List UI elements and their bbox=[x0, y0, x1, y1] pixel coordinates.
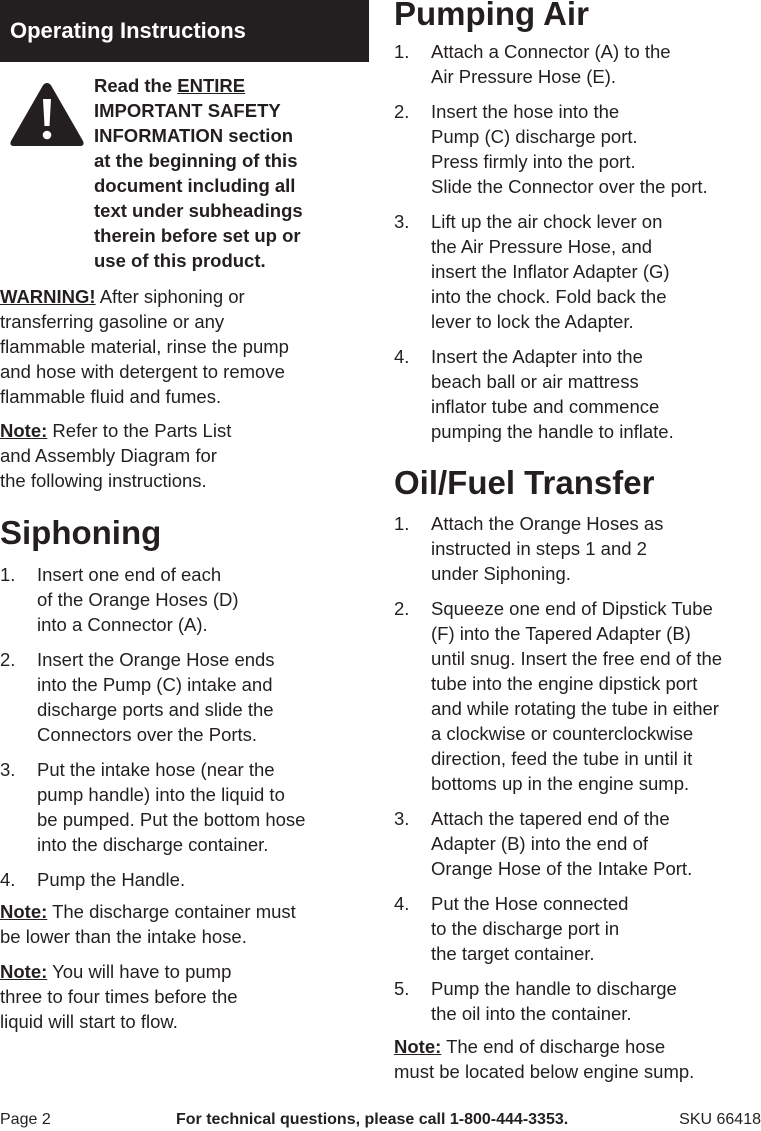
siphoning-heading: Siphoning bbox=[0, 514, 162, 551]
list-item: 4. Insert the Adapter into the beach ball or air mattress inflator tube and commence pumping the handle to inflate. bbox=[394, 346, 674, 442]
list-item: 4. Pump the Handle. bbox=[0, 869, 186, 890]
safety-line: therein before set up or bbox=[94, 225, 301, 246]
warning-paragraph: WARNING! After siphoning or transferring gasoline or any flammable material, rinse the pump and hose with detergent to remove flammable fluid and fumes. bbox=[0, 286, 289, 407]
list-item: 2. Squeeze one end of Dipstick Tube (F) into the Tapered Adapter (B) until snug. Insert the free end of the tube into the engine dipstick port and while rotating the tube in either a clockwise or counterclockwise direction, feed the tube in until it bottoms up in the engine sump. bbox=[394, 598, 723, 794]
list-item: 2. Insert the hose into the Pump (C) discharge port. Press firmly into the port. Slide the Connector over the port. bbox=[394, 101, 708, 197]
list-item: 5. Pump the handle to discharge the oil into the container. bbox=[394, 978, 677, 1024]
list-item: 1. Insert one end of each of the Orange Hoses (D) into a Connector (A). bbox=[0, 564, 239, 635]
section-title: Operating Instructions bbox=[0, 0, 369, 62]
safety-line: Read the ENTIRE bbox=[94, 75, 246, 96]
warning-label: WARNING! bbox=[0, 286, 96, 307]
safety-line: document including all bbox=[94, 175, 296, 196]
safety-text bbox=[94, 73, 344, 273]
list-item: 2. Insert the Orange Hose ends into the Pump (C) intake and discharge ports and slide the Connectors over the Ports. bbox=[0, 649, 275, 745]
note-label: Note: bbox=[0, 420, 48, 441]
note-label: Note: bbox=[0, 961, 48, 982]
note-label: Note: bbox=[0, 901, 48, 922]
safety-notice bbox=[0, 73, 370, 273]
list-item: 1. Attach the Orange Hoses as instructed in steps 1 and 2 under Siphoning. bbox=[394, 513, 664, 584]
list-item: 4. Put the Hose connected to the discharge port in the target container. bbox=[394, 893, 629, 964]
note-engine-sump: Note: The end of discharge hose must be located below engine sump. bbox=[394, 1036, 695, 1082]
warning-triangle-icon bbox=[8, 79, 86, 149]
pumping-air-heading: Pumping Air bbox=[394, 0, 589, 32]
oil-fuel-transfer-heading: Oil/Fuel Transfer bbox=[394, 464, 655, 501]
safety-line: use of this product. bbox=[94, 250, 266, 271]
list-item: 3. Put the intake hose (near the pump handle) into the liquid to be pumped. Put the bottom hose into the discharge container. bbox=[0, 759, 306, 855]
note-parts-list: Note: Refer to the Parts List and Assembly Diagram for the following instructions. bbox=[0, 420, 232, 491]
safety-line: IMPORTANT SAFETY bbox=[94, 100, 281, 121]
note-discharge-container: Note: The discharge container must be lower than the intake hose. bbox=[0, 901, 296, 947]
sku-number: SKU 66418 bbox=[679, 1111, 761, 1128]
tech-support-line: For technical questions, please call 1-800-444-3353. bbox=[176, 1111, 569, 1128]
safety-line: at the beginning of this bbox=[94, 150, 298, 171]
siphoning-steps bbox=[0, 562, 305, 902]
page-number: Page 2 bbox=[0, 1111, 51, 1128]
note-pump-times: Note: You will have to pump three to four times before the liquid will start to flow. bbox=[0, 961, 238, 1032]
oil-fuel-transfer-steps bbox=[394, 511, 722, 1036]
safety-line: INFORMATION section bbox=[94, 125, 294, 146]
page-footer bbox=[0, 1110, 761, 1130]
note-label: Note: bbox=[394, 1036, 442, 1057]
list-item: 3. Attach the tapered end of the Adapter (B) into the end of Orange Hose of the Intake Port. bbox=[394, 808, 693, 879]
safety-line: text under subheadings bbox=[94, 200, 303, 221]
list-item: 1. Attach a Connector (A) to the Air Pressure Hose (E). bbox=[394, 41, 671, 87]
list-item: 3. Lift up the air chock lever on the Air Pressure Hose, and insert the Inflator Adapter (G) into the chock. Fold back the lever to lock the Adapter. bbox=[394, 211, 670, 332]
pumping-air-steps bbox=[394, 39, 708, 454]
